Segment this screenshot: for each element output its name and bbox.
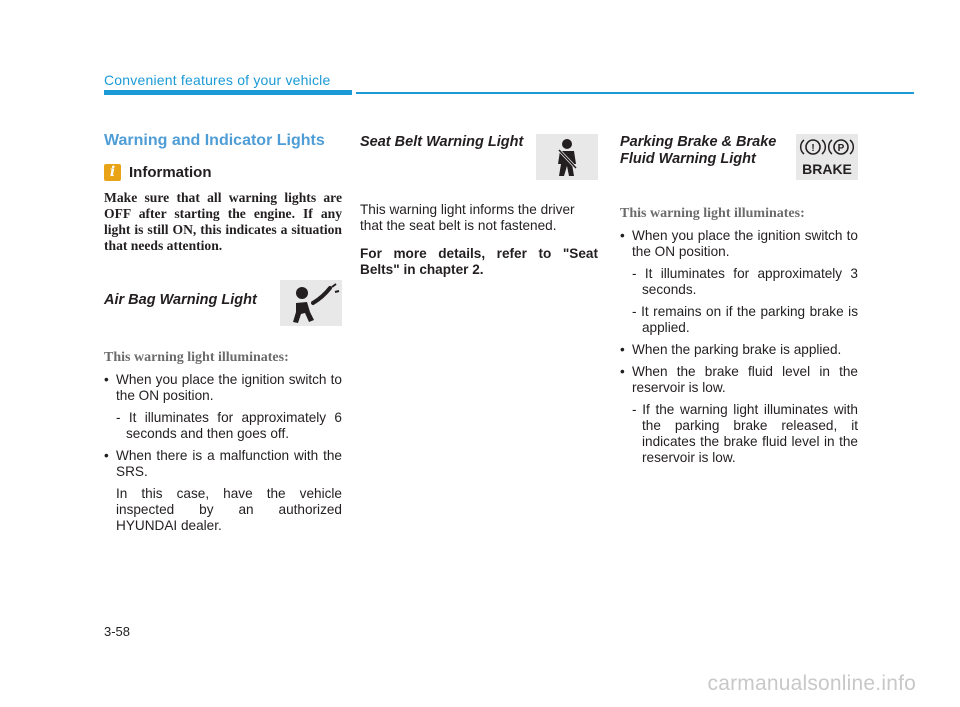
- svg-text:P: P: [837, 143, 845, 154]
- brake-dash-3: - If the warning light illuminates with the parking brake released, it indicates the brake fluid level in the reservoir is low.: [632, 402, 858, 465]
- information-heading: [104, 164, 342, 181]
- brake-icon-label: BRAKE: [802, 161, 852, 177]
- airbag-bullet-2: • When there is a malfunction with the SRS.: [104, 448, 342, 480]
- seatbelt-reference: For more details, refer to "Seat Belts" in chapter 2.: [360, 246, 598, 277]
- svg-text:!: !: [811, 143, 815, 154]
- information-text: Make sure that all warning lights are OFF after starting the engine. If any light is still ON, this indicates a situation that needs attention.: [104, 190, 342, 253]
- airbag-bullet-1: • When you place the ignition switch to the ON position.: [104, 372, 342, 404]
- brake-dash-2: - It remains on if the parking brake is applied.: [632, 304, 858, 335]
- header-accent-bar: [104, 90, 352, 95]
- watermark: carmanualsonline.info: [707, 672, 916, 695]
- brake-heading: [620, 130, 858, 202]
- seatbelt-icon: [536, 134, 598, 180]
- airbag-dash-1: - It illuminates for approximately 6 seconds and then goes off.: [116, 410, 342, 441]
- info-icon: i: [104, 164, 121, 181]
- airbag-note: In this case, have the vehicle inspected by an authorized HYUNDAI dealer.: [116, 486, 342, 533]
- header-rule: [356, 92, 914, 94]
- brake-dash-1: - It illuminates for approximately 3 seconds.: [632, 266, 858, 297]
- airbag-title: Air Bag Warning Light: [104, 292, 257, 308]
- airbag-icon: [280, 280, 342, 326]
- section-title: Warning and Indicator Lights: [104, 132, 325, 149]
- seatbelt-title: Seat Belt Warning Light: [360, 134, 524, 150]
- brake-subhead: This warning light illuminates:: [620, 206, 805, 221]
- brake-bullet-2: • When the parking brake is applied.: [620, 342, 858, 358]
- brake-icon: [796, 134, 858, 180]
- page-number: 3-58: [104, 624, 131, 639]
- seatbelt-heading: [360, 130, 598, 202]
- column-middle: [360, 130, 598, 278]
- brake-bullet-1: • When you place the ignition switch to the ON position.: [620, 228, 858, 260]
- information-label: Information: [129, 164, 212, 181]
- airbag-heading: [104, 280, 342, 332]
- airbag-subhead: This warning light illuminates:: [104, 350, 289, 365]
- column-right: [620, 130, 858, 472]
- seatbelt-text: This warning light informs the driver that the seat belt is not fastened.: [360, 202, 575, 233]
- brake-bullet-3: • When the brake fluid level in the reservoir is low.: [620, 364, 858, 396]
- brake-title: Parking Brake & Brake Fluid Warning Light: [620, 134, 777, 167]
- column-left: [104, 130, 342, 540]
- header-title: Convenient features of your vehicle: [104, 72, 331, 88]
